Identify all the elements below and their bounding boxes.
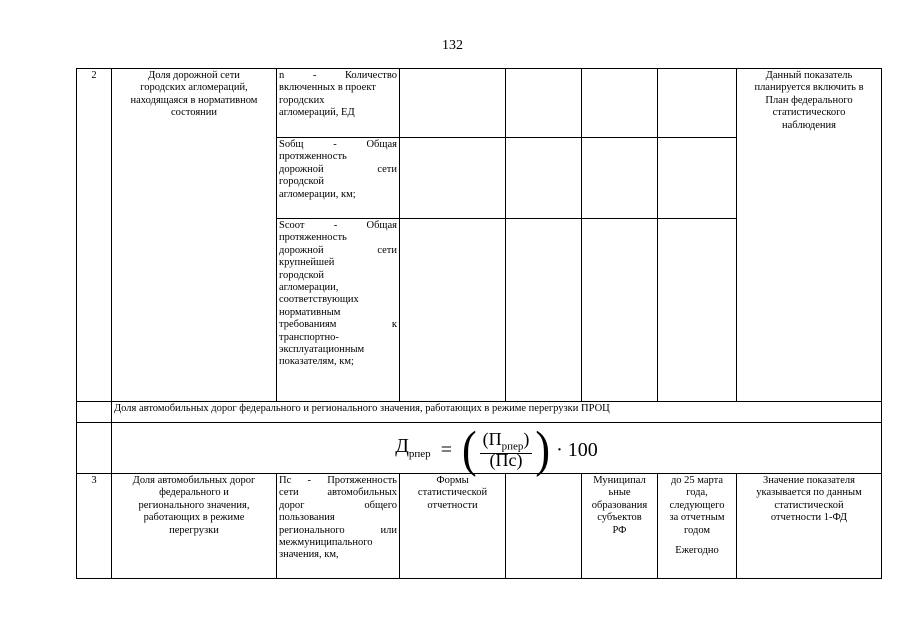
subjects-cell: Муниципал ьные образования субъектов РФ — [582, 474, 658, 579]
empty-cell — [77, 423, 112, 474]
empty-cell — [400, 138, 506, 219]
formula-fraction-group — [461, 421, 551, 478]
formula — [114, 421, 879, 478]
empty-cell — [400, 69, 506, 138]
formula-equals: = — [440, 438, 452, 461]
formula-lhs: $Д_{рпер}$ — [395, 434, 431, 460]
note-cell: Данный показатель планируется включить в План федерального статистического наблюдения — [737, 69, 882, 402]
row-number: 3 — [77, 474, 112, 579]
empty-cell — [506, 219, 582, 402]
indicator-name: Доля автомобильных дорог федерального и регионального значения, работающих в режиме перегрузки — [112, 474, 277, 579]
empty-cell — [506, 69, 582, 138]
formula-multiplier: · 100 — [556, 438, 598, 461]
parameter-cell: Sобщ - Общая протяженность дорожной сети городской агломерации, км; — [277, 138, 400, 219]
parameter-cell: Пс - Протяженность сети автомобильных дорог общего пользования регионального или межмуниципального значения, км, — [277, 474, 400, 579]
parameter-cell: Sсоот - Общая протяженность дорожной сети крупнейшей городской агломерации, соответствующих нормативным требованиям к транспортно- эксплуатационным показателям, км; — [277, 219, 400, 402]
table-row — [77, 69, 882, 138]
deadline-cell: до 25 марта года, следующего за отчетным годом Ежегодно — [658, 474, 737, 579]
empty-cell — [658, 219, 737, 402]
table-row — [77, 402, 882, 423]
table-row — [77, 423, 882, 474]
empty-cell — [582, 219, 658, 402]
page-number: 132 — [442, 38, 463, 53]
empty-cell — [582, 69, 658, 138]
empty-cell — [77, 402, 112, 423]
source-cell: Формы статистической отчетности — [400, 474, 506, 579]
parameter-cell: n - Количество включенных в проект городских агломераций, ЕД — [277, 69, 400, 138]
empty-cell — [506, 138, 582, 219]
empty-cell — [582, 138, 658, 219]
formula-cell — [112, 421, 882, 478]
formula-denominator: (Пс) — [489, 450, 523, 471]
row-number: 2 — [77, 69, 112, 402]
right-paren-glyph: ) — [535, 421, 551, 478]
empty-cell — [506, 474, 582, 579]
empty-cell — [400, 219, 506, 402]
empty-cell — [658, 138, 737, 219]
section-header: Доля автомобильных дорог федерального и регионального значения, работающих в режиме перегрузки ПРОЦ — [112, 402, 882, 423]
empty-cell — [658, 69, 737, 138]
table-row — [77, 474, 882, 579]
note-cell: Значение показателя указывается по данным статистической отчетности 1-ФД — [737, 474, 882, 579]
formula-fraction — [480, 429, 533, 471]
frequency-text: Ежегодно — [675, 545, 719, 557]
left-paren-glyph: ( — [461, 421, 477, 478]
indicator-name: Доля дорожной сети городских агломераций, находящаяся в нормативном состоянии — [112, 69, 277, 402]
formula-numerator: $(П_{рпер})$ — [480, 433, 533, 454]
indicator-table — [76, 68, 882, 579]
